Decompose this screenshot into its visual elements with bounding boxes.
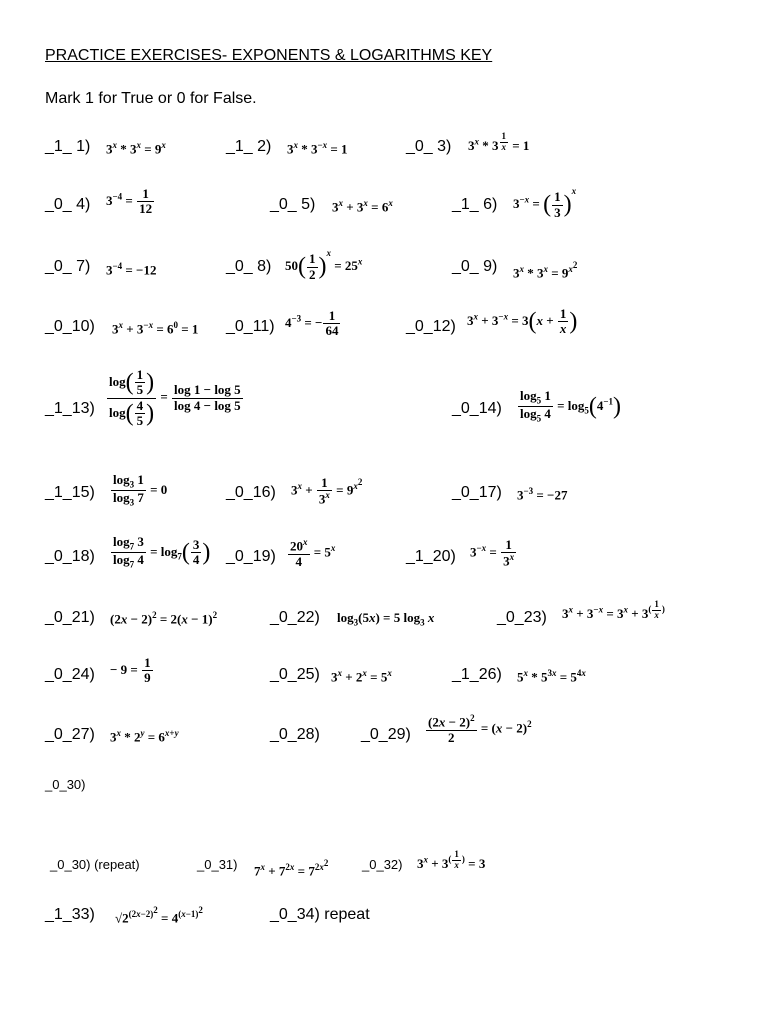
item-label-32: _0_32) [362, 857, 403, 872]
item-label-5: _0_ 5) [270, 196, 316, 213]
equation-10: $3^x + 3^{-x} = 6^0 = 1$ [112, 320, 199, 337]
equation-12: $3^x + 3^{-x} = 3(x$ + $\frac{1}{x}$ ) [467, 306, 578, 337]
item-label-6: _1_ 6) [452, 196, 498, 213]
item-label-12: _0_12) [406, 318, 456, 335]
item-label-4: _0_ 4) [45, 196, 91, 213]
equation-3: 3$^x$ * 3 $^{\frac{1}{x}}$ = 1 [468, 131, 530, 153]
equation-15: $\frac{\log_3 1}{\log_3 7}$ = 0 [113, 472, 168, 509]
equation-21: $(2x - 2)^2 = 2(x - 1)^2$ [110, 610, 218, 627]
item-label-20: _1_20) [406, 548, 456, 565]
item-label-29: _0_29) [361, 726, 411, 743]
item-label-26: _1_26) [452, 666, 502, 683]
item-label-15: _1_15) [45, 484, 95, 501]
equation-11: $4^{-3}$ = − $\frac{1}{64}$ [285, 308, 339, 339]
equation-25: $3^x + 2^x = 5^x$ [331, 668, 392, 685]
equation-7: $3^{-4} = -12$ [106, 261, 157, 278]
item-label-21: _0_21) [45, 609, 95, 626]
item-label-18: _0_18) [45, 548, 95, 565]
item-label-25: _0_25) [270, 666, 320, 683]
item-label-33: _1_33) [45, 906, 95, 923]
instructions: Mark 1 for True or 0 for False. [45, 90, 257, 107]
equation-29: $\frac{(2x - 2)^2}{2}$ = $(x - 2)^2$ [428, 713, 532, 745]
equation-2: $3^x * 3^{-x} = 1$ [287, 140, 348, 157]
equation-33: $√2^{(2x-2)^2} = 4^{(x-1)^2}$ [115, 905, 203, 926]
item-label-16: _0_16) [226, 484, 276, 501]
equation-24: − 9 = $\frac{1}{9}$ [110, 655, 151, 686]
item-label-34: _0_34) repeat [270, 906, 370, 923]
equation-1: $3^x * 3^x = 9^x$ [106, 140, 166, 157]
item-label-10: _0_10) [45, 318, 95, 335]
item-label-8: _0_ 8) [226, 258, 272, 275]
item-label-22: _0_22) [270, 609, 320, 626]
item-label-3: _0_ 3) [406, 138, 452, 155]
item-label-9: _0_ 9) [452, 258, 498, 275]
item-label-7: _0_ 7) [45, 258, 91, 275]
item-label-2: _1_ 2) [226, 138, 272, 155]
equation-16: $3^x$ + $\frac{1}{3^x}$ = $9^{x^2}$ [291, 475, 363, 507]
equation-4: $3^{-4}$ = $\frac{1}{12}$ [106, 186, 153, 217]
item-label-1: _1_ 1) [45, 138, 91, 155]
equation-6: $3^{-x}$ = ( $\frac{1}{3}$ )$^x$ [513, 186, 577, 220]
equation-13: log( $\frac{1}{5}$ ) log( $\frac{4}{5}$ ) = $\frac{\log 1 - \log 5}{\log 4 - \log 5}$ [109, 367, 241, 428]
item-label-23: _0_23) [497, 609, 547, 626]
equation-32: $3^x + 3^{( \frac{1}{x} )} = 3$ [417, 849, 486, 871]
item-label-14: _0_14) [452, 400, 502, 417]
equation-8: 50( $\frac{1}{2}$ )$^x = 25^x$ [285, 248, 363, 282]
equation-5: $3^x + 3^x = 6^x$ [332, 198, 393, 215]
equation-19: $\frac{20^x}{4}$ = $5^x$ [290, 537, 336, 569]
item-label-28: _0_28) [270, 726, 320, 743]
equation-23: $3^x + 3^{-x} = 3^x + 3^{( \frac{1}{x} )}$ [562, 599, 665, 621]
equation-14: $\frac{\log_5 1}{\log_5 4}$ = $\log_5(4^{-1})$ [520, 388, 622, 425]
item-label-19: _0_19) [226, 548, 276, 565]
item-label-30: _0_30) [45, 777, 86, 792]
equation-9: $3^x * 3^x = 9^{x^2}$ [513, 260, 578, 281]
item-label-30-repeat: _0_30) (repeat) [50, 857, 140, 872]
item-label-11: _0_11) [226, 318, 275, 335]
equation-18: $\frac{\log_7 3}{\log_7 4}$ = $\log_7$( $\frac{3}{4}$ ) [113, 534, 211, 571]
item-label-24: _0_24) [45, 666, 95, 683]
item-label-31: _0_31) [197, 857, 238, 872]
page-title: PRACTICE EXERCISES- EXPONENTS & LOGARITHMS KEY [45, 47, 493, 64]
equation-26: $5^x * 5^{3x} = 5^{4x}$ [517, 668, 586, 685]
equation-27: $3^x * 2^y = 6^{x+y}$ [110, 728, 179, 745]
equation-20: $3^{-x}$ = $\frac{1}{3^x}$ [470, 537, 515, 569]
equation-22: $\log_3(5x) = 5$ $\log_3 x$ [337, 610, 435, 628]
equation-17: $3^{-3} = -27$ [517, 486, 568, 503]
item-label-13: _1_13) [45, 400, 95, 417]
item-label-27: _0_27) [45, 726, 95, 743]
item-label-17: _0_17) [452, 484, 502, 501]
equation-31: $7^x + 7^{2x} = 7^{2x^2}$ [254, 858, 329, 879]
